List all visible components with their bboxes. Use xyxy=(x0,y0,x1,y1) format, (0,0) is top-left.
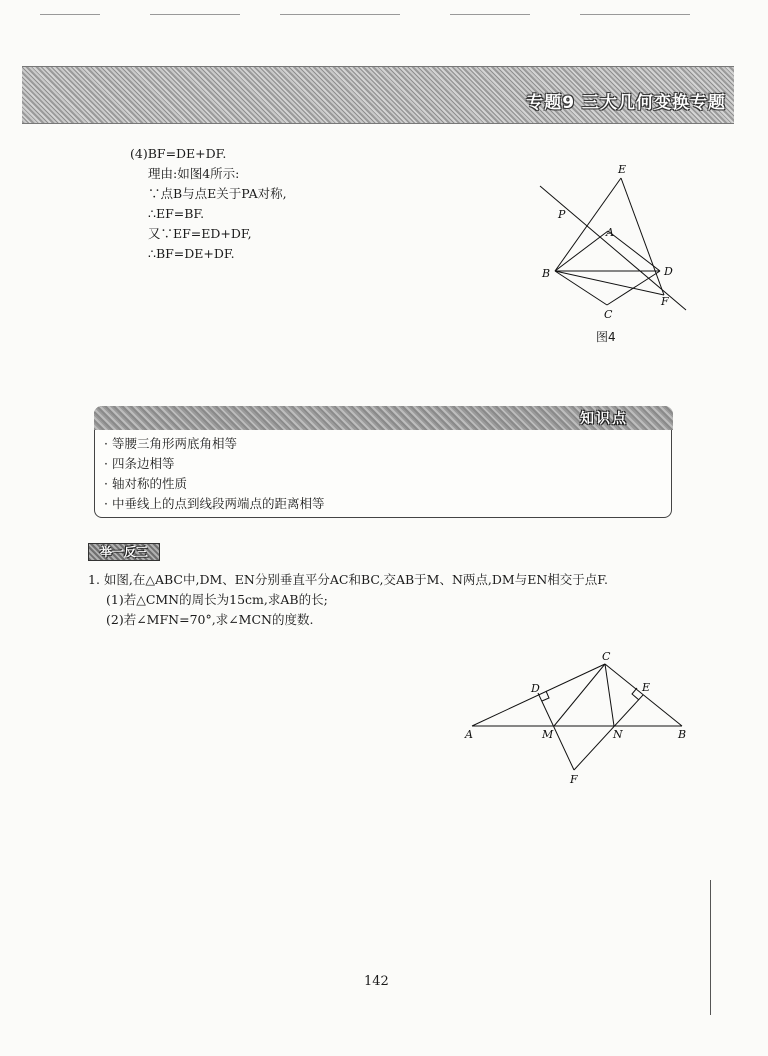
problem-1-part-2: (2)若∠MFN=70°,求∠MCN的度数. xyxy=(106,612,314,627)
knowledge-title: 知识点 xyxy=(580,411,628,427)
knowledge-item: · 四条边相等 xyxy=(104,456,175,471)
solution-line: 又∵EF=ED+DF, xyxy=(148,226,252,241)
label-a: A xyxy=(465,728,473,741)
segment-bc xyxy=(555,271,607,305)
segment-cd xyxy=(607,271,660,305)
label-d: D xyxy=(531,682,540,695)
scan-edge-line xyxy=(710,880,711,1015)
solution-line: ∴BF=DE+DF. xyxy=(148,246,235,261)
segment-ef xyxy=(621,178,664,295)
label-c: C xyxy=(604,308,613,321)
label-m: M xyxy=(542,728,554,741)
label-c: C xyxy=(602,650,611,663)
scan-line xyxy=(40,14,100,15)
problem-1-part-1: (1)若△CMN的周长为15cm,求AB的长; xyxy=(106,592,328,607)
segment-cm xyxy=(554,664,605,726)
segment-enf xyxy=(574,695,643,770)
knowledge-item: · 中垂线上的点到线段两端点的距离相等 xyxy=(104,496,325,511)
scan-line xyxy=(150,14,240,15)
label-a: A xyxy=(606,226,614,239)
solution-line: ∵点B与点E关于PA对称, xyxy=(148,186,287,201)
figure-4-diagram xyxy=(530,160,705,325)
label-f: F xyxy=(570,773,578,786)
label-e: E xyxy=(642,681,651,694)
label-b: B xyxy=(542,267,551,280)
solution-line: (4)BF=DE+DF. xyxy=(130,146,227,161)
segment-cn xyxy=(605,664,614,726)
label-d: D xyxy=(664,265,673,278)
label-p: P xyxy=(558,208,566,221)
solution-line: ∴EF=BF. xyxy=(148,206,205,221)
scan-line xyxy=(580,14,690,15)
segment-ba xyxy=(555,231,608,271)
right-angle-mark-e xyxy=(632,688,639,700)
label-e: E xyxy=(618,163,627,176)
segment-cb xyxy=(605,664,682,726)
scan-line xyxy=(450,14,530,15)
segment-bf xyxy=(555,271,664,295)
line-pa xyxy=(540,186,686,310)
section-tag-label: 举一反三 xyxy=(99,545,148,559)
knowledge-item: · 等腰三角形两底角相等 xyxy=(104,436,237,451)
label-f: F xyxy=(661,295,669,308)
problem-1-stem: 1. 如图,在△ABC中,DM、EN分别垂直平分AC和BC,交AB于M、N两点,DM与EN相交于点F. xyxy=(88,572,608,587)
knowledge-item: · 轴对称的性质 xyxy=(104,476,187,491)
section-tag xyxy=(88,543,160,561)
page-title: 专题9 三大几何变换专题 xyxy=(526,93,726,113)
page-number: 142 xyxy=(364,974,389,989)
segment-be xyxy=(555,178,621,271)
label-b: B xyxy=(678,728,687,741)
problem-1-diagram xyxy=(462,648,694,788)
scan-line xyxy=(280,14,400,15)
solution-line: 理由:如图4所示: xyxy=(148,166,240,181)
label-n: N xyxy=(613,728,623,741)
figure-4-caption: 图4 xyxy=(596,330,616,344)
